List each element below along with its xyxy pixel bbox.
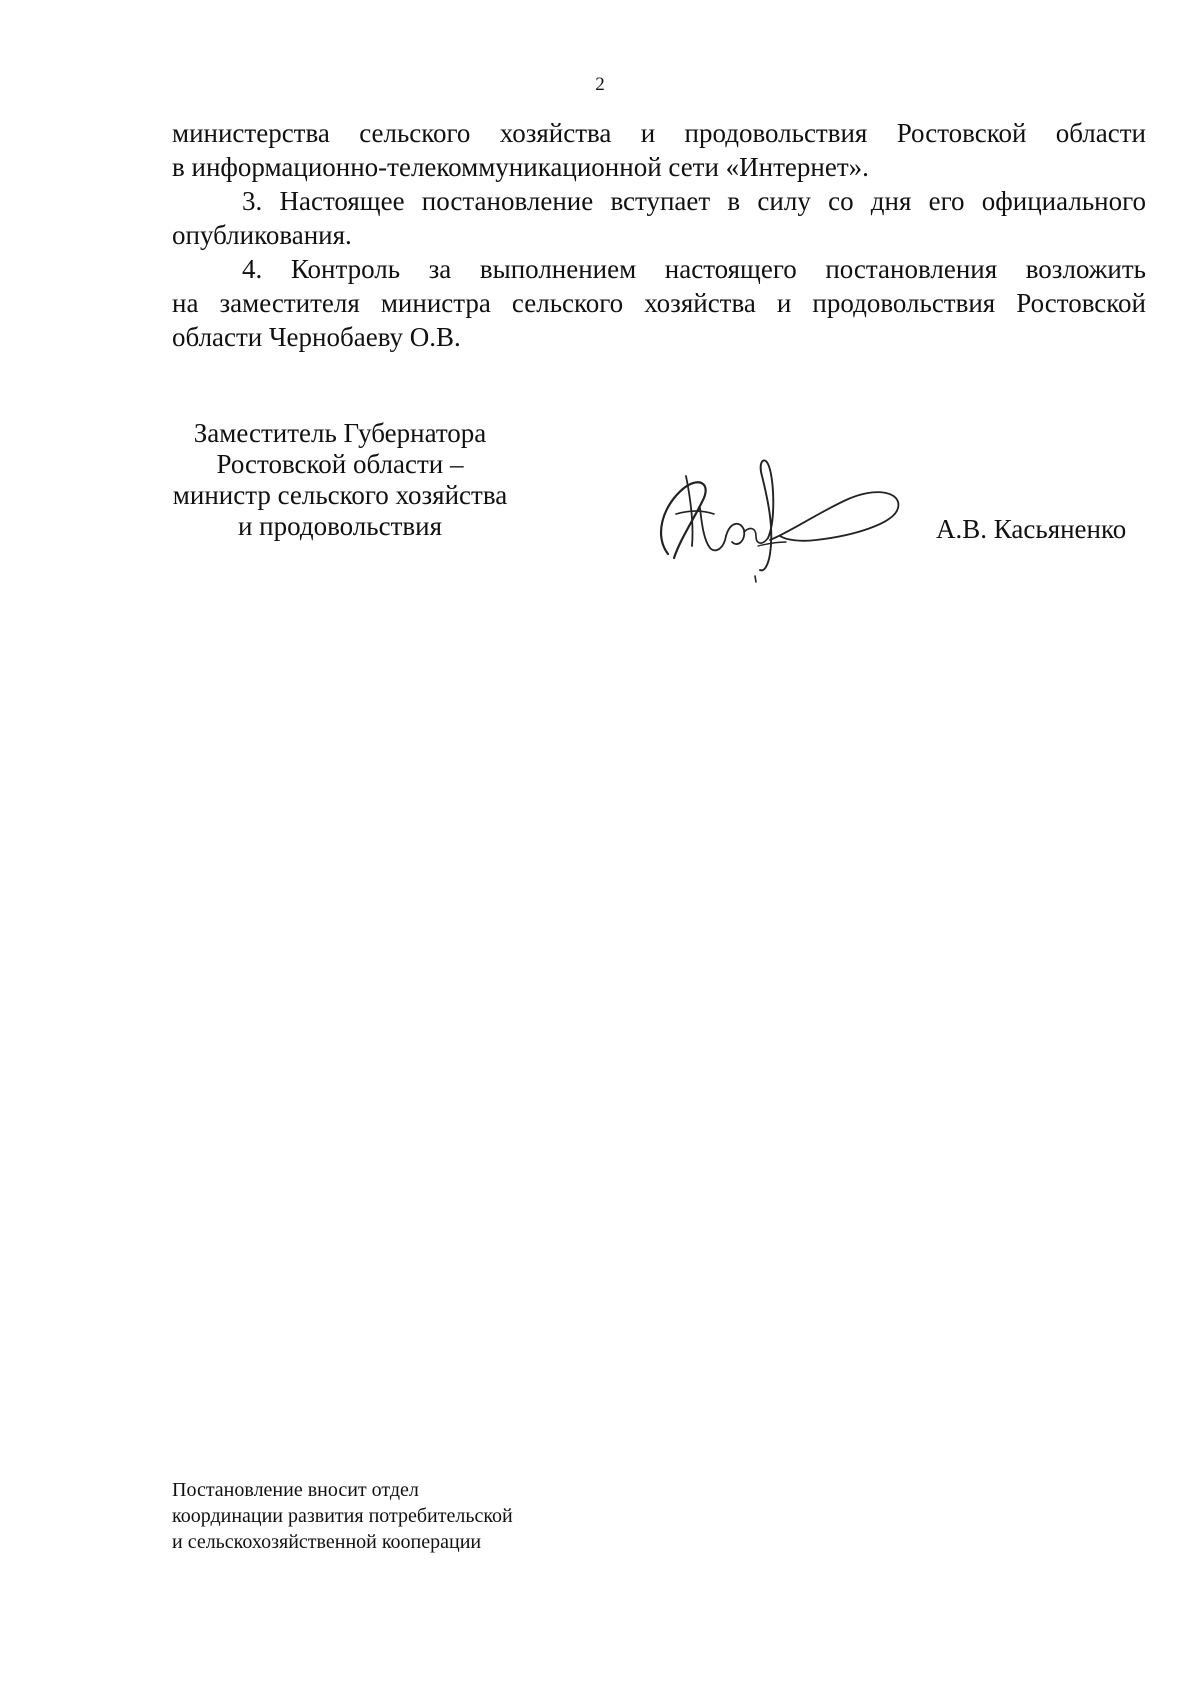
paragraph-4	[172, 252, 1146, 354]
footer-line: и сельскохозяйственной кооперации	[172, 1531, 482, 1553]
text-line: 4. Контроль за выполнением настоящего постановления возложить	[242, 254, 1146, 284]
footer-note	[172, 1477, 672, 1555]
position-line: министр сельского хозяйства	[172, 480, 508, 510]
paragraph-continuation	[172, 116, 1146, 184]
signatory-position	[150, 418, 530, 542]
text-line: в информационно-телекоммуникационной сети «Интернет».	[172, 152, 869, 182]
paragraph-3	[172, 184, 1146, 252]
footer-line: Постановление вносит отдел	[172, 1479, 419, 1501]
handwritten-signature-icon	[640, 436, 910, 586]
footer-line: координации развития потребительской	[172, 1505, 513, 1527]
text-line: 3. Настоящее постановление вступает в силу со дня его официального	[242, 186, 1146, 216]
document-body	[172, 116, 1146, 354]
position-line: и продовольствия	[237, 511, 442, 541]
position-line: Ростовской области –	[216, 449, 464, 479]
position-line: Заместитель Губернатора	[193, 418, 487, 448]
text-line: министерства сельского хозяйства и продовольствия Ростовской области	[172, 118, 1146, 148]
text-line: на заместителя министра сельского хозяйства и продовольствия Ростовской	[172, 288, 1146, 318]
signer-name: А.В. Касьяненко	[936, 514, 1127, 544]
text-line: области Чернобаеву О.В.	[172, 322, 461, 352]
text-line: опубликования.	[172, 220, 352, 250]
page-number: 2	[595, 74, 605, 95]
